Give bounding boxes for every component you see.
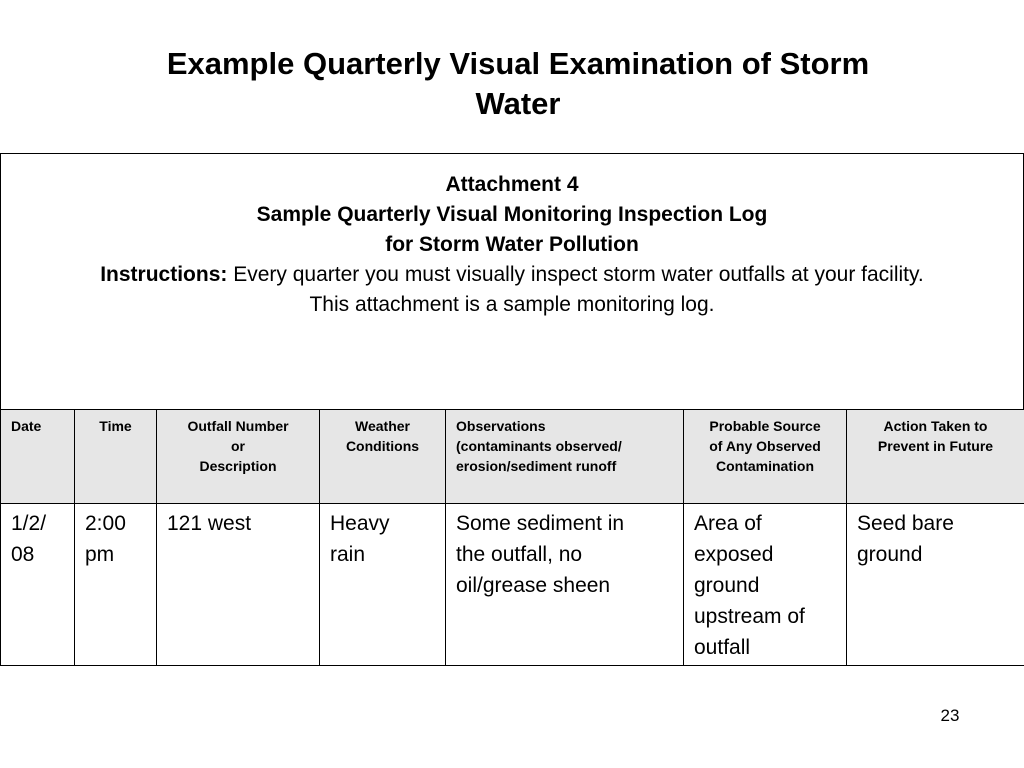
cell-time: 2:00 pm — [75, 504, 157, 666]
instructions-text: Every quarter you must visually inspect storm water outfalls at your facility. — [233, 263, 924, 286]
header-action-taken: Action Taken to Prevent in Future — [847, 410, 1024, 504]
slide-title-line-1: Example Quarterly Visual Examination of Storm — [166, 46, 870, 81]
instructions-line — [1, 260, 1023, 290]
table-row — [1, 504, 1024, 666]
page-number: 23 — [940, 706, 960, 725]
cell-outfall: 121 west — [157, 504, 320, 666]
attachment-note: This attachment is a sample monitoring log. — [309, 293, 715, 316]
cell-date: 1/2/ 08 — [1, 504, 75, 666]
cell-action-taken: Seed bare ground — [847, 504, 1024, 666]
header-probable-source: Probable Source of Any Observed Contamination — [684, 410, 847, 504]
header-outfall: Outfall Number or Description — [157, 410, 320, 504]
slide-title — [100, 44, 936, 124]
header-observations: Observations (contaminants observed/ erosion/sediment runoff — [446, 410, 684, 504]
cell-observations: Some sediment in the outfall, no oil/grease sheen — [446, 504, 684, 666]
attachment-header-box — [0, 153, 1024, 409]
header-weather: Weather Conditions — [320, 410, 446, 504]
inspection-log-table — [0, 409, 1024, 666]
cell-weather: Heavy rain — [320, 504, 446, 666]
table-header-row — [1, 410, 1024, 504]
header-time: Time — [75, 410, 157, 504]
slide-title-line-2: Water — [475, 86, 561, 121]
attachment-subheading-1: Sample Quarterly Visual Monitoring Inspection Log — [256, 203, 768, 226]
attachment-subheading-2: for Storm Water Pollution — [385, 233, 639, 256]
attachment-heading: Attachment 4 — [445, 173, 579, 196]
cell-probable-source: Area of exposed ground upstream of outfall — [684, 504, 847, 666]
instructions-label: Instructions: — [100, 263, 228, 286]
header-date: Date — [1, 410, 75, 504]
